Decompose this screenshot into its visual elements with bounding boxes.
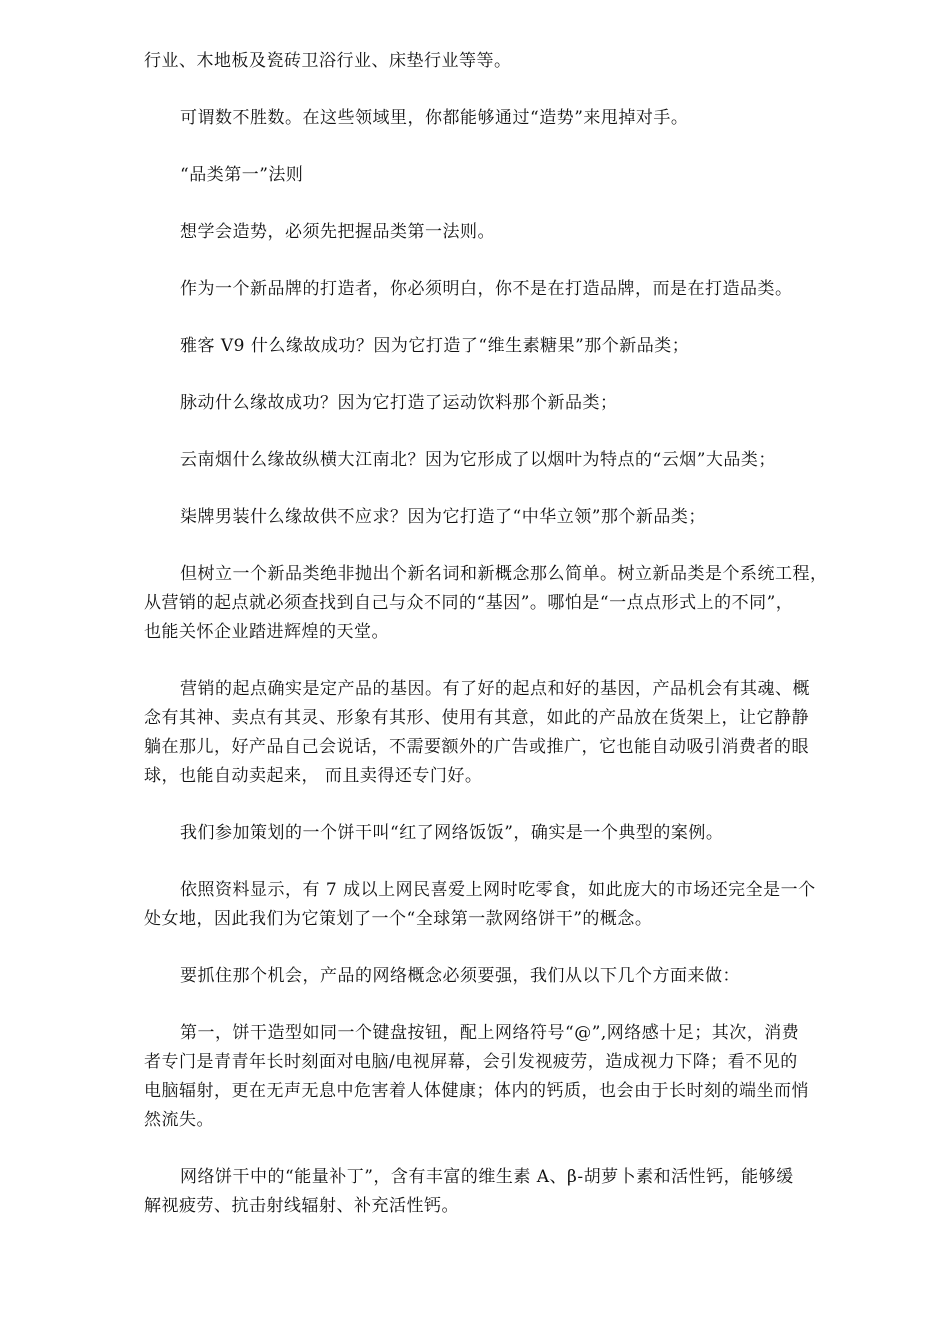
paragraph: 云南烟什么缘故纵横大江南北？因为它形成了以烟叶为特点的“云烟”大品类； — [180, 450, 776, 470]
paragraph: 想学会造势，必须先把握品类第一法则。 — [180, 222, 495, 242]
paragraph: 网络饼干中的“能量补丁”，含有丰富的维生素 A、β-胡萝卜素和活性钙，能够缓 解视疲劳、抗击射线辐射、补充活性钙。 — [144, 1167, 794, 1216]
paragraph: 柒牌男装什么缘故供不应求？因为它打造了“中华立领”那个新品类； — [180, 507, 706, 527]
paragraph: 我们参加策划的一个饼干叫“红了网络饭饭”，确实是一个典型的案例。 — [180, 823, 724, 843]
paragraph: 要抓住那个机会，产品的网络概念必须要强，我们从以下几个方面来做： — [180, 966, 740, 986]
paragraph: 雅客 V9 什么缘故成功？因为它打造了“维生素糖果”那个新品类； — [180, 336, 690, 356]
paragraph: 可谓数不胜数。在这些领域里，你都能够通过“造势”来甩掉对手。 — [180, 108, 689, 128]
paragraph-continuation: 行业、木地板及瓷砖卫浴行业、床垫行业等等。 — [144, 51, 512, 71]
paragraph: 作为一个新品牌的打造者，你必须明白，你不是在打造品牌，而是在打造品类。 — [180, 279, 793, 299]
paragraph: 但树立一个新品类绝非抛出个新名词和新概念那么简单。树立新品类是个系统工程， 从营销的起点就必须查找到自己与众不同的“基因”。哪怕是“一点点形式上的不同”， 也能关怀企业踏进辉煌的天堂。 — [144, 564, 828, 642]
document-body — [144, 47, 886, 1221]
paragraph: 第一，饼干造型如同一个键盘按钮，配上网络符号“@”,网络感十足；其次，消费 者专门是青青年长时刻面对电脑/电视屏幕，会引发视疲劳，造成视力下降；看不见的 电脑辐射，更在无声无息中危害着人体健康；体内的钙质，也会由于长时刻的端坐而悄 然流失。 — [144, 1023, 809, 1130]
section-heading: “品类第一”法则 — [180, 165, 304, 185]
paragraph: 依照资料显示，有 7 成以上网民喜爱上网时吃零食，如此庞大的市场还完全是一个 处女地，因此我们为它策划了一个“全球第一款网络饼干”的概念。 — [144, 880, 816, 929]
paragraph: 脉动什么缘故成功？因为它打造了运动饮料那个新品类； — [180, 393, 618, 413]
paragraph: 营销的起点确实是定产品的基因。有了好的起点和好的基因，产品机会有其魂、概 念有其神、卖点有其灵、形象有其形、使用有其意，如此的产品放在货架上，让它静静 躺在那儿，好产品自己会说话，不需要额外的广告或推广，它也能自动吸引消费者的眼 球，也能自动卖起来， 而且卖得还专门好。 — [144, 679, 810, 786]
